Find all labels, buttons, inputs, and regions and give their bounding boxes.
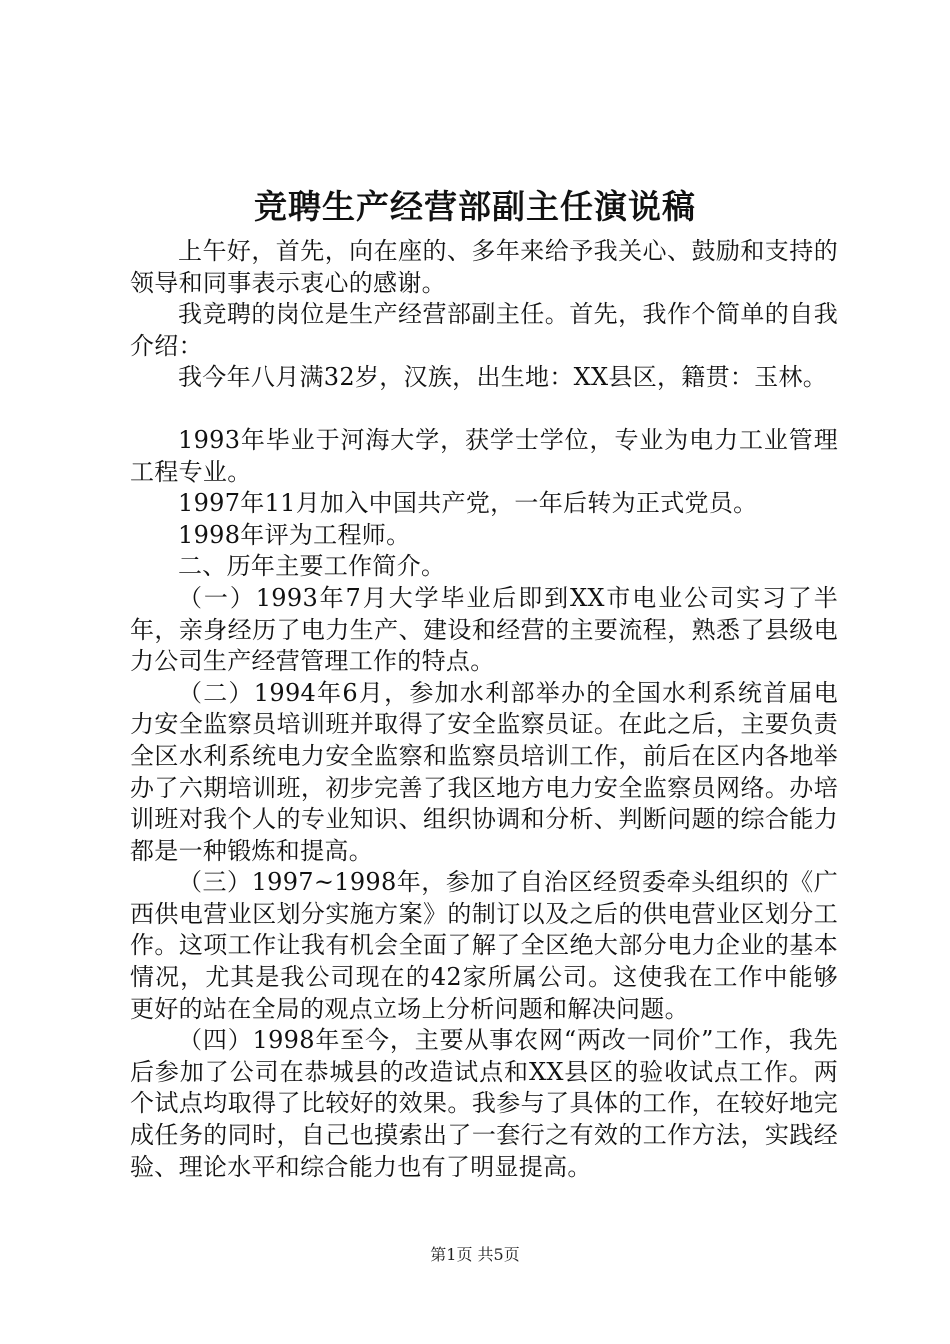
document-title: 竞聘生产经营部副主任演说稿 [254,187,696,226]
paragraph-personal-info: 我今年八月满32岁，汉族，出生地：XX县区，籍贯：玉林。 [178,363,828,392]
paragraph-party: 1997年11月加入中国共产党，一年后转为正式党员。 [178,489,758,518]
paragraph-greeting: 上午好，首先，向在座的、多年来给予我关心、鼓励和支持的领导和同事表示衷心的感谢。 [130,237,838,297]
section-heading-work-history: 二、历年主要工作简介。 [178,552,446,581]
paragraph-engineer: 1998年评为工程师。 [178,520,411,549]
paragraph-work-item-1: （一）1993年7月大学毕业后即到XX市电业公司实习了半年，亲身经历了电力生产、建设和经营的主要流程，熟悉了县级电力公司生产经营管理工作的特点。 [130,583,838,676]
paragraph-position: 我竞聘的岗位是生产经营部副主任。首先，我作个简单的自我介绍： [130,300,838,360]
document-body [130,236,838,1183]
paragraph-work-item-2: （二）1994年6月，参加水利部举办的全国水利系统首届电力安全监察员培训班并取得了安全监察员证。在此之后，主要负责全区水利系统电力安全监察和监察员培训工作，前后在区内各地举办了六期培训班，初步完善了我区地方电力安全监察员网络。办培训班对我个人的专业知识、组织协调和分析、判断问题的综合能力都是一种锻炼和提高。 [130,678,838,865]
paragraph-work-item-4: （四）1998年至今，主要从事农网“两改一同价”工作，我先后参加了公司在恭城县的改造试点和XX县区的验收试点工作。两个试点均取得了比较好的效果。我参与了具体的工作，在较好地完成任务的同时，自己也摸索出了一套行之有效的工作方法，实践经验、理论水平和综合能力也有了明显提高。 [130,1026,838,1181]
paragraph-work-item-3: （三）1997~1998年，参加了自治区经贸委牵头组织的《广西供电营业区划分实施方案》的制订以及之后的供电营业区划分工作。这项工作让我有机会全面了解了全区绝大部分电力企业的基本情况，尤其是我公司现在的42家所属公司。这使我在工作中能够更好的站在全局的观点立场上分析问题和解决问题。 [130,868,838,1023]
paragraph-education: 1993年毕业于河海大学，获学士学位，专业为电力工业管理工程专业。 [130,425,838,486]
page-number-footer: 第1页 共5页 [430,1245,520,1264]
